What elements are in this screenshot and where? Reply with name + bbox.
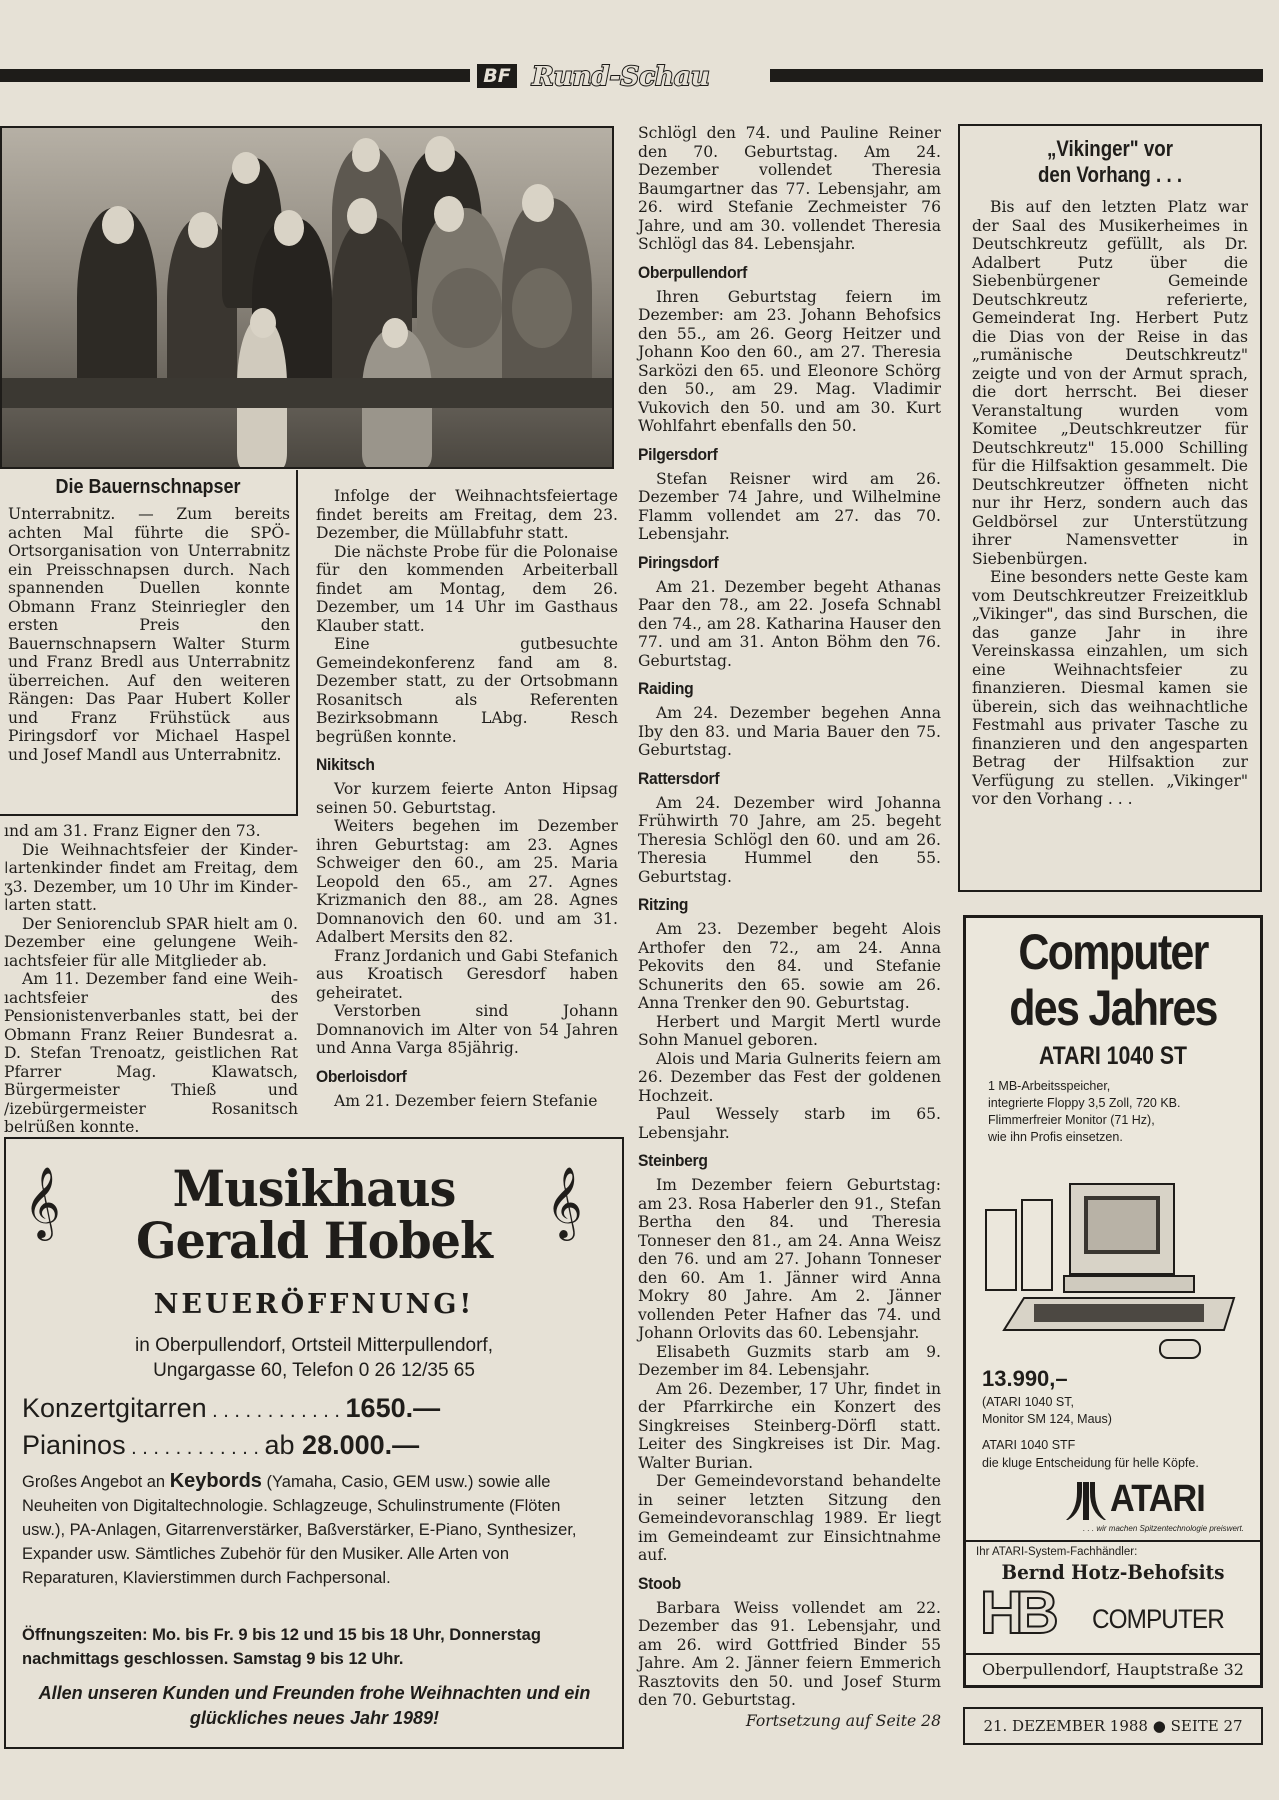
stoob-para: Barbara Weiss vollendet am 22. Dezember das 91. Lebensjahr, und am 26. wird Gottfried Binder 55 Jahre. Am 2. Jänner feiern Emmerich Rasztovits den 50. und Josef Sturm den 70. Geburtstag.: [638, 1598, 941, 1709]
dealer-address: Oberpullendorf, Hauptstraße 32: [966, 1653, 1260, 1688]
left-para-3: Am 11. Dezember fand eine Weih-ıachtsfeier des Pensionistenverbanles statt, bei der Obmann Franz Reiıer Bundesrat a. D. Stefan Trenoatz, geistlichen Rat Pfarrer Mag. Klawatsch, Bürgermeister Thieß und /izebürgermeister Rosanitsch beǀrüßen konnte.: [4, 970, 298, 1136]
price-note-1: (ATARI 1040 ST,: [982, 1395, 1074, 1409]
address-line2: Ungargasse 60, Telefon 0 26 12/35 65: [153, 1360, 475, 1381]
spec-3: Flimmerfreier Monitor (71 Hz),: [988, 1113, 1155, 1127]
heading-rattersdorf: Rattersdorf: [638, 768, 720, 788]
offer-part-c: (Yamaha, Casio, GEM usw.) sowie alle Neuheiten von Digitaltechnologie. Schlagzeuge, Schulinstrumente (Flöten usw.), PA-Anlagen, Gitarrenverstärker, Baßverstärker, E-Piano, Synthesizer, Expander usw. Sämtliches Zubehör für den Musiker. Alle Arten von Reparaturen, Klavierstimmen durch Fachpersonal.: [22, 1473, 577, 1587]
christmas-greeting: Allen unseren Kunden und Freunden frohe Weihnachten und ein glückliches neues Jahr 1989!: [38, 1683, 591, 1728]
bauernschnapser-text: Unterrabnitz. — Zum bereits achten Mal führte die SPÖ-Ortsorganisation von Unterrabnitz ein Preisschnapsen durch. Nach spannenden Duellen konnte Obmann Franz Steinriegler den ersten Preis den Bauernschnapsern Walter Sturm und Franz Bredl aus Unterrabnitz überreichen. Auf den weiteren Rängen: Das Paar Hubert Koller und Franz Frühstück aus Piringsdorf vor Michael Haspel und Josef Mandl aus Unterrabnitz.: [8, 505, 290, 764]
left-para-2: Der Seniorenclub SPAR hielt am 0. Dezember eine gelungene Weih-ıachtsfeier für alle Mitglieder ab.: [4, 914, 298, 970]
mid-para-2: Die nächste Probe für die Polonaise für den kommenden Arbeiterball findet am Montag, dem 26. Dezember, um 14 Uhr im Gasthaus Klauber statt.: [316, 542, 618, 635]
continued-note: Fortsetzung auf Seite 28: [745, 1711, 941, 1730]
atari-headline-1: Computer: [1018, 924, 1208, 980]
atari-price: 13.990,–: [982, 1366, 1068, 1391]
offer-part-a: Großes Angebot an: [22, 1473, 170, 1491]
oberpullendorf-para: Ihren Geburtstag feiern im Dezember: am 23. Johann Behofsics den 55., am 26. Georg Heitzer und Johann Koo den 60., am 27. Theresia Sarközi den 65. und Eleonore Schörg den 50., am 29. Mag. Vladimir Vukovich den 50. und am 30. Kurt Wohlfahrt ebenfalls den 50.: [638, 287, 941, 435]
spec-1: 1 MB-Arbeitsspeicher,: [988, 1079, 1111, 1093]
price-item-guitars: [22, 1391, 440, 1428]
ritzing-para-2: Herbert und Margit Mertl wurde Sohn Manuel geboren.: [638, 1012, 941, 1049]
right-para-0: Schlögl den 74. und Pauline Reiner den 70. Geburtstag. Am 24. Dezember vollendet Theresia Baumgartner das 77. Lebensjahr, am 26. wird Stefanie Zechmeister 76 Jahre, und am 30. vollendet Theresia Schlögl das 84. Lebensjahr.: [638, 124, 941, 253]
dealer-label: Ihr ATARI-System-Fachhändler:: [976, 1546, 1138, 1558]
computer-des-jahres: [987, 924, 1240, 1036]
atari-specs: [988, 1078, 1180, 1146]
musikhaus-name-line1: Musikhaus: [172, 1159, 456, 1218]
stf-note: die kluge Entscheidung für helle Köpfe.: [982, 1456, 1199, 1470]
pilgersdorf-para: Stefan Reisner wird am 26. Dezember 74 Jahre, und Wilhelmine Flamm vollendet am 27. das 70. Lebensjahr.: [638, 469, 941, 543]
stf-model: ATARI 1040 STF: [982, 1438, 1076, 1452]
rattersdorf-para: Am 24. Dezember wird Johanna Frühwirth 70 Jahre, am 25. begeht Theresia Schlögl den 60. und am 26. Theresia Hummel den 55. Geburtstag.: [638, 793, 941, 886]
pianos-price: 28.000.—: [302, 1430, 420, 1460]
guitars-dots: . . . . . . . . . . . .: [206, 1400, 346, 1422]
price-list: [22, 1391, 440, 1465]
guitars-label: Konzertgitarren: [22, 1393, 207, 1423]
oberloisdorf-para-1: Am 21. Dezember feiern Stefanie: [334, 1091, 598, 1110]
pianos-label: Pianinos: [22, 1430, 126, 1460]
guitars-price: 1650.—: [345, 1393, 441, 1423]
nikitsch-para-1: Vor kurzem feierte Anton Hipsag seinen 50. Geburtstag.: [316, 780, 618, 817]
musikhaus-name-line2: Gerald Hobek: [136, 1211, 492, 1270]
offer-keyboards: Keybords: [169, 1470, 262, 1492]
steinberg-para-1: Im Dezember feiern Geburtstag: am 23. Rosa Haberler den 91., Stefan Bertha den 84. und Theresia Tonneser den 81., am 24. Anna Weisz den 76. und am 27. Johann Tonneser den 60. Am 1. Jänner wird Anna Mokry 80 Jahre. Am 2. Jänner vollenden Peter Hafner das 74. und Johann Orlovits das 60. Lebensjahr.: [638, 1176, 941, 1342]
middle-column: [316, 487, 618, 1110]
treble-clef-icon: 𝄞: [24, 1165, 61, 1238]
piringsdorf-para: Am 21. Dezember begeht Athanas Paar den 78., am 22. Josefa Schnabl den 74., am 28. Katharina Hauser den 77. und am 31. Anton Böhm den 76. Geburtstag.: [638, 577, 941, 670]
left-column: [4, 822, 298, 1137]
dealer-name: Bernd Hotz-Behofsits: [1001, 1560, 1225, 1584]
vikinger-heading: [993, 136, 1228, 188]
bf-logo: BF: [477, 64, 517, 88]
vikinger-para-1: Bis auf den letzten Platz war der Saal des Musikerheimes in Deutschkreutz gefüllt, als Dr. Adalbert Putz über die Siebenbürgener Gemeinde Deutschkreutz referierte, Gemeinderat Ing. Herbert Putz die Dias von der Reise in das „rumänische Deutschkreutz" zeigte und von der Armut sprach, die dort herrscht. Bei dieser Veranstaltung wurden vom Komitee „Deutschkreutzer für Deutschkreutz" 15.000 Schilling für die Hilfsaktion gesammelt. Die Deutschkreutzer öffneten nicht nur ihr Herz, sondern auch das Geldbörsel zur Unterstützung ihrer Namensvetter in Siebenbürgen.: [972, 198, 1248, 568]
banner-rule-right: [770, 69, 1263, 82]
atari-fuji-logo-icon: [1066, 1480, 1106, 1522]
banner-rule-left: [0, 69, 470, 82]
price-item-pianos: [22, 1428, 440, 1465]
vikinger-article: [958, 124, 1262, 892]
nikitsch-para-4: Verstorben sind Johann Domnanovich im Alter von 54 Jahren und Anna Varga 85jährig.: [316, 1002, 618, 1057]
bauernschnapser-heading: Die Bauernschnapser: [55, 476, 241, 498]
heading-pilgersdorf: Pilgersdorf: [638, 444, 718, 464]
section-banner: [0, 64, 1263, 90]
spec-4: wie ihn Profis einsetzen.: [988, 1130, 1123, 1144]
atari-price-note: [982, 1394, 1112, 1428]
pianos-dots: . . . . . . . . . . . .: [125, 1437, 265, 1459]
heading-oberpullendorf: Oberpullendorf: [638, 262, 748, 282]
atari-headline-2: des Jahres: [1009, 980, 1217, 1036]
atari-brand: ATARI: [1110, 1478, 1205, 1520]
opening-hours: Öffnungszeiten: Mo. bis Fr. 9 bis 12 und 15 bis 18 Uhr, Donnerstag nachmittags geschlossen. Samstag 9 bis 12 Uhr.: [22, 1626, 541, 1668]
musikhaus-ad: [4, 1137, 624, 1749]
heading-oberloisdorf: Oberloisdorf: [316, 1066, 407, 1086]
banner-title: Rund-Schau: [532, 62, 710, 92]
mid-para-1: Infolge der Weihnachtsfeiertage findet bereits am Freitag, dem 23. Dezember, die Müllabfuhr statt.: [316, 487, 618, 542]
page-footer: 21. DEZEMBER 1988 ● SEITE 27: [963, 1707, 1263, 1745]
musikhaus-address: [6, 1333, 622, 1383]
price-note-2: Monitor SM 124, Maus): [982, 1412, 1112, 1426]
vikinger-heading-line2: den Vorhang . . .: [1037, 162, 1183, 187]
heading-stoob: Stoob: [638, 1573, 681, 1593]
neueroeffnung-headline: NEUERÖFFNUNG!: [153, 1289, 475, 1320]
spec-2: integrierte Floppy 3,5 Zoll, 720 KB.: [988, 1096, 1181, 1110]
nikitsch-para-3: Franz Jordanich und Gabi Stefanich aus Kroatisch Geresdorf haben geheiratet.: [316, 946, 618, 1002]
musikhaus-name: [21, 1159, 606, 1270]
group-photo: [0, 126, 614, 469]
steinberg-para-3: Am 26. Dezember, 17 Uhr, findet in der Pfarrkirche ein Konzert des Singkreises Steinberg-Dörfl statt. Leiter des Singkreises ist Dir. Mag. Walter Burian.: [638, 1379, 941, 1472]
atari-tagline: . . . wir machen Spitzentechnologie preiswert.: [1083, 1524, 1244, 1533]
atari-model: ATARI 1040 ST: [1038, 1042, 1188, 1070]
pianos-ab: ab: [264, 1430, 303, 1460]
hb-computer-word: COMPUTER: [1092, 1604, 1224, 1634]
nikitsch-para-2: Weiters begehen im Dezember ihren Geburtstag: am 23. Agnes Schweiger den 60., am 25. Maria Leopold den 65., am 27. Agnes Krizmanich den 88., am 28. Agnes Domnanovich den 60. und am 31. Adalbert Mersits den 82.: [316, 817, 618, 946]
atari-stf: [982, 1436, 1199, 1472]
ritzing-para-3: Alois und Maria Gulnerits feiern am 26. Dezember das Fest der goldenen Hochzeit.: [638, 1049, 941, 1105]
vikinger-heading-line1: „Vikinger" vor: [1047, 136, 1173, 161]
treble-clef-icon: 𝄞: [546, 1165, 583, 1238]
heading-nikitsch: Nikitsch: [316, 755, 375, 774]
vikinger-para-2: Eine besonders nette Geste kam vom Deutschkreutzer Freizeitklub „Vikinger", das sind Burschen, die das ganze Jahr in ihre Vereinskassa einzahlen, um sich eine Weihnachtsfeier zu finanzieren. Diesmal kamen sie überein, sich das weihnachtliche Festmahl aus privater Tasche zu finanzieren und den angesparten Betrag der Hilfsaktion zur Verfügung zu stellen. „Vikinger" vor den Vorhang . . .: [972, 568, 1248, 808]
heading-piringsdorf: Piringsdorf: [638, 552, 719, 572]
heading-ritzing: Ritzing: [638, 895, 689, 914]
bauernschnapser-article: [0, 470, 298, 816]
raiding-para: Am 24. Dezember begehen Anna Iby den 83. und Maria Bauer den 75. Geburtstag.: [638, 704, 941, 759]
ritzing-para-4: Paul Wessely starb im 65. Lebensjahr.: [638, 1105, 941, 1142]
hb-logo: HB: [980, 1579, 1051, 1646]
steinberg-para-2: Elisabeth Guzmits starb am 9. Dezember im 84. Lebensjahr.: [638, 1342, 941, 1379]
atari-computer-icon: [984, 1180, 1246, 1360]
atari-ad: [963, 915, 1263, 1688]
heading-raiding: Raiding: [638, 679, 694, 698]
mid-para-3: Eine gutbesuchte Gemeindekonferenz fand am 8. Dezember statt, zu der Ortsobmann Rosanitsch als Referenten Bezirksobmann LAbg. Resch begrüßen konnte.: [316, 635, 618, 746]
address-line1: in Oberpullendorf, Ortsteil Mitterpullendorf,: [135, 1335, 493, 1356]
right-column: [638, 124, 941, 1730]
heading-steinberg: Steinberg: [638, 1151, 708, 1170]
left-para-0: ınd am 31. Franz Eigner den 73.: [4, 822, 261, 840]
left-para-1: Die Weihnachtsfeier der Kinder-ǀartenkinder findet am Freitag, dem ʒ3. Dezember, um 10 Uhr im Kinder-ǀarten statt.: [4, 840, 298, 914]
musikhaus-offer: [22, 1469, 607, 1590]
steinberg-para-4: Der Gemeindevorstand behandelte in seiner letzten Sitzung den Gemeindevoranschlag 1989. Er liegt im Gemeindeamt zur Einsichtnahme auf.: [638, 1472, 941, 1564]
ritzing-para-1: Am 23. Dezember begeht Alois Arthofer den 72., am 24. Anna Pekovits den 84. und Stefanie Schunerits den 65. sowie am 26. Anna Trenker den 90. Geburtstag.: [638, 920, 941, 1012]
